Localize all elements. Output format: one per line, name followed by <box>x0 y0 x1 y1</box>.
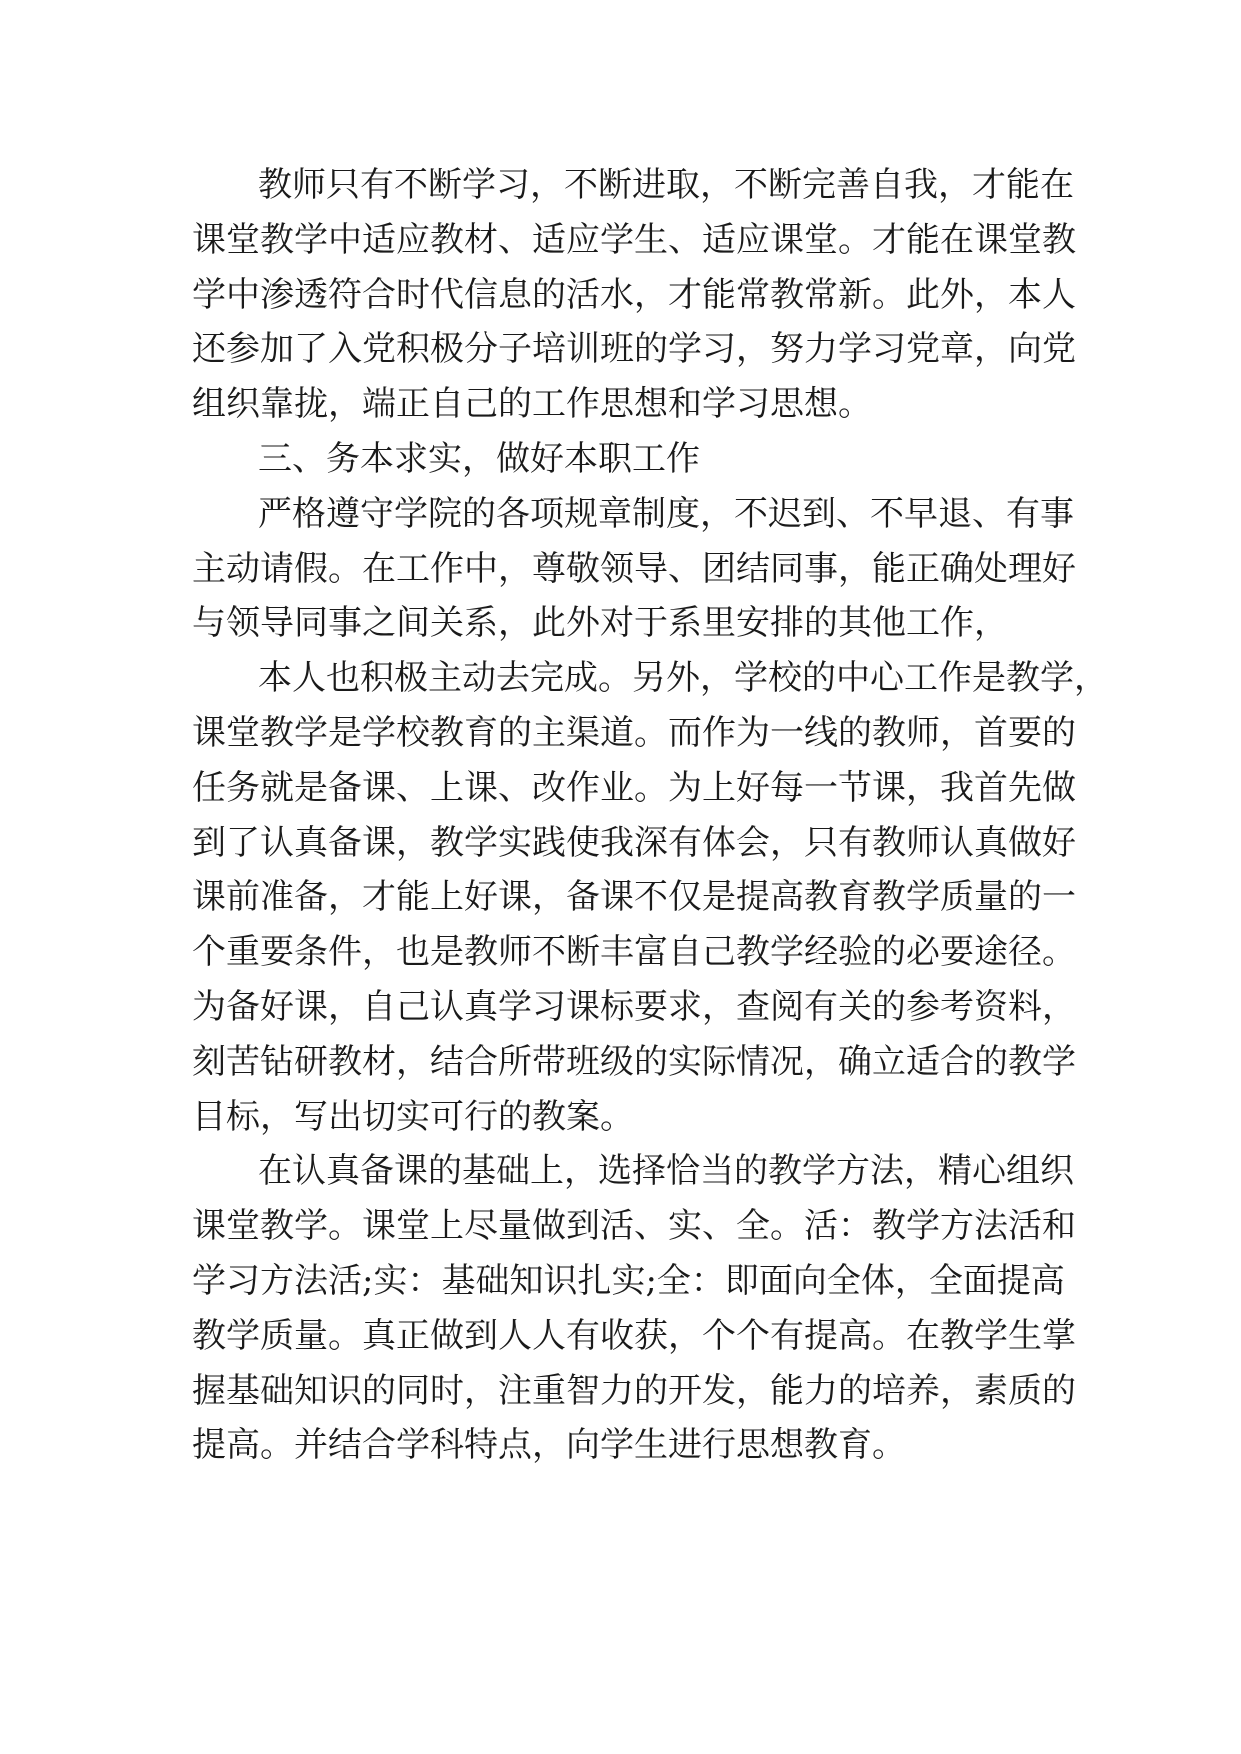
paragraph-line: 刻苦钻研教材，结合所带班级的实际情况，确立适合的教学 <box>192 1041 1076 1082</box>
paragraph-line: 教学质量。真正做到人人有收获，个个有提高。在教学生掌 <box>192 1315 1076 1356</box>
paragraph-line: 任务就是备课、上课、改作业。为上好每一节课，我首先做 <box>192 767 1076 808</box>
paragraph-line: 还参加了入党积极分子培训班的学习，努力学习党章，向党 <box>192 329 1076 370</box>
paragraph-line: 握基础知识的同时，注重智力的开发，能力的培养，素质的 <box>192 1370 1076 1411</box>
paragraph-line: 与领导同事之间关系，此外对于系里安排的其他工作， <box>192 603 1008 644</box>
paragraph-line: 组织靠拢，端正自己的工作思想和学习思想。 <box>192 384 872 425</box>
paragraph-line: 本人也积极主动去完成。另外，学校的中心工作是教学， <box>258 658 1108 699</box>
paragraph-line: 课堂教学中适应教材、适应学生、适应课堂。才能在课堂教 <box>192 219 1076 260</box>
paragraph-line: 主动请假。在工作中，尊敬领导、团结同事，能正确处理好 <box>192 548 1076 589</box>
paragraph-line: 课前准备，才能上好课，备课不仅是提高教育教学质量的一 <box>192 877 1076 918</box>
paragraph-line: 在认真备课的基础上，选择恰当的教学方法，精心组织 <box>258 1151 1074 1192</box>
paragraph-line: 课堂教学是学校教育的主渠道。而作为一线的教师，首要的 <box>192 712 1076 753</box>
paragraph-line: 个重要条件，也是教师不断丰富自己教学经验的必要途径。 <box>192 932 1076 973</box>
paragraph-line: 教师只有不断学习，不断进取，不断完善自我，才能在 <box>258 165 1074 205</box>
paragraph-line: 提高。并结合学科特点，向学生进行思想教育。 <box>192 1425 906 1466</box>
paragraph-line: 课堂教学。课堂上尽量做到活、实、全。活：教学方法活和 <box>192 1206 1076 1247</box>
paragraph-line: 到了认真备课，教学实践使我深有体会，只有教师认真做好 <box>192 822 1076 863</box>
paragraph-line: 目标，写出切实可行的教案。 <box>192 1096 634 1137</box>
paragraph-line: 学习方法活;实：基础知识扎实;全：即面向全体，全面提高 <box>192 1260 1065 1301</box>
paragraph-line: 严格遵守学院的各项规章制度，不迟到、不早退、有事 <box>258 493 1074 534</box>
section-heading: 三、务本求实，做好本职工作 <box>258 438 700 479</box>
paragraph-line: 为备好课，自己认真学习课标要求，查阅有关的参考资料， <box>192 986 1076 1027</box>
document-body <box>192 158 1108 1473</box>
paragraph-line: 学中渗透符合时代信息的活水，才能常教常新。此外，本人 <box>192 274 1076 315</box>
